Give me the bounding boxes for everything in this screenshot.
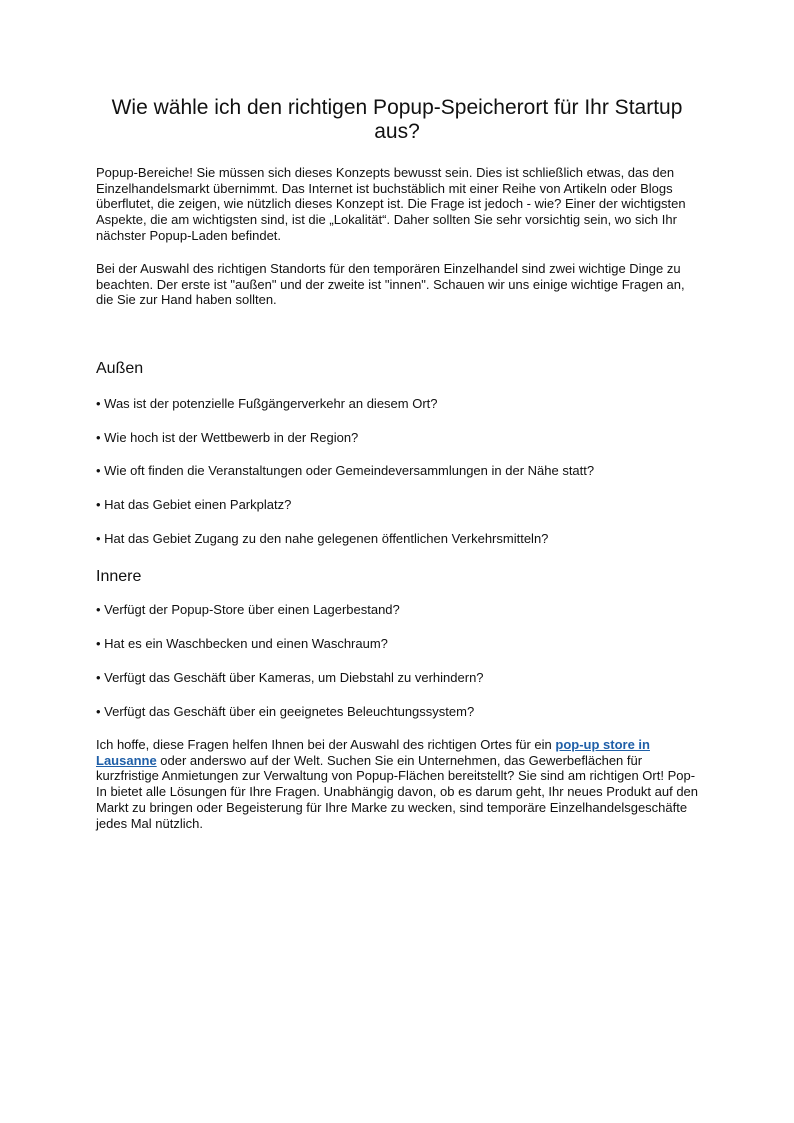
outside-question-item: • Hat das Gebiet Zugang zu den nahe gelegenen öffentlichen Verkehrsmitteln? bbox=[96, 531, 549, 546]
inside-question-item: • Hat es ein Waschbecken und einen Waschraum? bbox=[96, 636, 388, 651]
inside-question-item: • Verfügt das Geschäft über Kameras, um Diebstahl zu verhindern? bbox=[96, 670, 484, 685]
inside-heading: Innere bbox=[96, 568, 142, 585]
second-paragraph: Bei der Auswahl des richtigen Standorts für den temporären Einzelhandel sind zwei wichtige Dinge zu beachten. Der erste ist "außen" und der zweite ist "innen". Schauen wir uns einige wichtige Fragen an, die Sie zur Hand haben sollten. bbox=[96, 261, 685, 308]
outside-question-item: • Wie oft finden die Veranstaltungen oder Gemeindeversammlungen in der Nähe statt? bbox=[96, 463, 595, 478]
outside-question-item: • Wie hoch ist der Wettbewerb in der Region? bbox=[96, 430, 359, 445]
closing-text-after-link: oder anderswo auf der Welt. Suchen Sie ein Unternehmen, das Gewerbeflächen für kurzfristige Anmietungen zur Verwaltung von Popup-Flächen bereitstellt? Sie sind am richtigen Ort! Pop-In bietet alle Lösungen für Ihre Fragen. Unabhängig davon, ob es darum geht, Ihr neues Produkt auf den Markt zu bringen oder Begeisterung für Ihre Marke zu wecken, sind temporäre Einzelhandelsgeschäfte jedes Mal nützlich. bbox=[96, 752, 699, 831]
outside-question-item: • Hat das Gebiet einen Parkplatz? bbox=[96, 497, 292, 512]
inside-question-item: • Verfügt der Popup-Store über einen Lagerbestand? bbox=[96, 602, 400, 617]
outside-question-item: • Was ist der potenzielle Fußgängerverkehr an diesem Ort? bbox=[96, 396, 438, 411]
intro-paragraph: Popup-Bereiche! Sie müssen sich dieses Konzepts bewusst sein. Dies ist schließlich etwas, das den Einzelhandelsmarkt übernimmt. Das Internet ist buchstäblich mit einer Reihe von Artikeln oder Blogs überflutet, die zeigen, wie nützlich dieses Konzept ist. Die Frage ist jedoch - wie? Einer der wichtigsten Aspekte, die am wichtigsten sind, ist die „Lokalität“. Daher sollten Sie sehr vorsichtig sein, wo sich Ihr nächster Popup-Laden befindet. bbox=[96, 165, 686, 243]
closing-paragraph bbox=[96, 737, 702, 831]
inside-question-item: • Verfügt das Geschäft über ein geeignetes Beleuchtungssystem? bbox=[96, 704, 475, 719]
document-title: Wie wähle ich den richtigen Popup-Speicherort für Ihr Startup aus? bbox=[111, 96, 683, 143]
popup-store-lausanne-link[interactable]: pop-up store in Lausanne bbox=[96, 737, 650, 768]
closing-text-before-link: Ich hoffe, diese Fragen helfen Ihnen bei der Auswahl des richtigen Ortes für ein bbox=[96, 737, 556, 752]
outside-heading: Außen bbox=[96, 360, 144, 377]
